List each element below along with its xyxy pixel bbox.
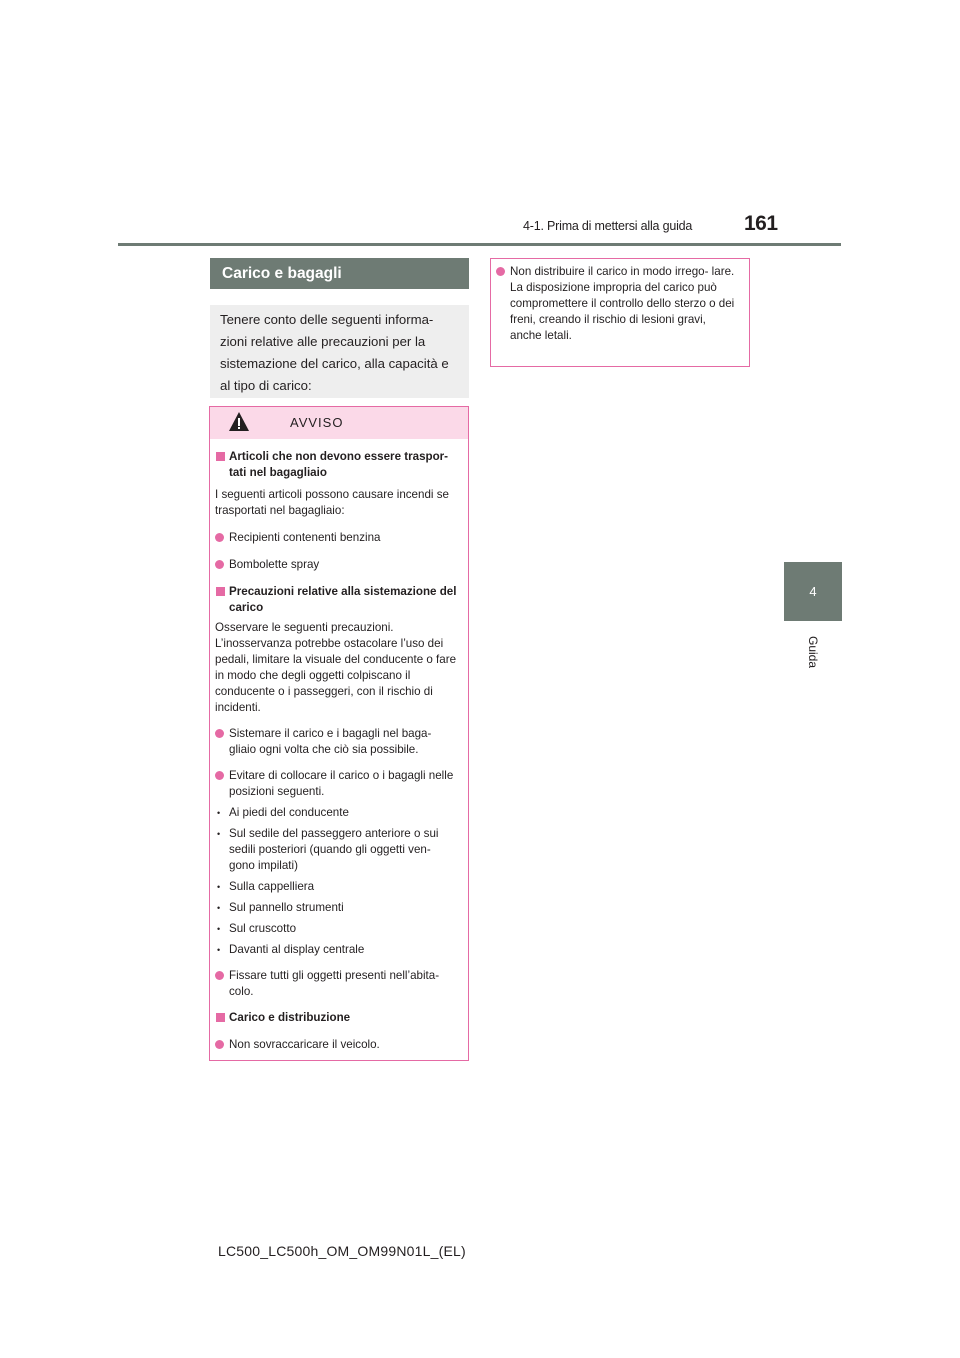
warning-heading: Articoli che non devono essere traspor- tati nel bagagliaio (215, 449, 458, 481)
warning-subitem: • Davanti al display centrale (215, 942, 458, 958)
warning-heading: Precauzioni relative alla sistemazione del carico (215, 584, 458, 616)
warning-heading: Carico e distribuzione (215, 1010, 458, 1026)
warning-subitem: • Ai piedi del conducente (215, 805, 458, 821)
warning-paragraph: La disposizione impropria del carico può compromettere il controllo dello sterzo o dei freni, creando il rischio di lesioni gravi, anche letali. (510, 281, 735, 342)
warning-paragraph: Osservare le seguenti precauzioni. L’inosservanza potrebbe ostacolare l’uso dei pedali, limitare la visuale del conducente o fare in modo che degli oggetti colpiscano il conducente o i passeggeri, con il rischio di incidenti. (215, 621, 457, 714)
warning-subitem: • Sul cruscotto (215, 921, 458, 937)
chapter-tab-number: 4 (784, 562, 842, 621)
warning-bullet: Fissare tutti gli oggetti presenti nell’abita- colo. (215, 968, 458, 1000)
warning-body (210, 439, 468, 1053)
section-intro: Tenere conto delle seguenti informa- zioni relative alle precauzioni per la sistemazione del carico, alla capacità e al tipo di carico: (210, 305, 469, 398)
warning-paragraph: I seguenti articoli possono causare incendi se trasportati nel bagagliaio: (215, 488, 449, 517)
warning-bullet: Non distribuire il carico in modo irrego- lare. (496, 264, 739, 280)
warning-subitem: • Sul sedile del passeggero anteriore o sui sedili posteriori (quando gli oggetti ven- gono impilati) (215, 826, 458, 874)
warning-subitem: • Sulla cappelliera (215, 879, 458, 895)
warning-title: AVVISO (290, 415, 344, 430)
warning-bullet: Sistemare il carico e i bagagli nel baga- gliaio ogni volta che ciò sia possibile. (215, 726, 458, 758)
warning-bullet: Non sovraccaricare il veicolo. (215, 1037, 458, 1053)
warning-bullet: Bombolette spray (215, 557, 458, 573)
warning-icon (228, 411, 250, 433)
warning-subitem: • Sul pannello strumenti (215, 900, 458, 916)
warning-bullet: Recipienti contenenti benzina (215, 530, 458, 546)
header-divider (118, 243, 841, 246)
chapter-tab-label (784, 627, 842, 677)
chapter-label-text: Guida (806, 635, 820, 669)
page-number: 161 (744, 212, 778, 235)
section-title: Carico e bagagli (210, 258, 469, 289)
warning-bullet: Evitare di collocare il carico o i bagagli nelle posizioni seguenti. (215, 768, 458, 800)
continued-warning-box (490, 258, 750, 367)
warning-box (209, 406, 469, 1061)
document-code: LC500_LC500h_OM_OM99N01L_(EL) (218, 1243, 466, 1259)
header-section-text: 4-1. Prima di mettersi alla guida (523, 219, 693, 233)
warning-header (210, 407, 468, 439)
